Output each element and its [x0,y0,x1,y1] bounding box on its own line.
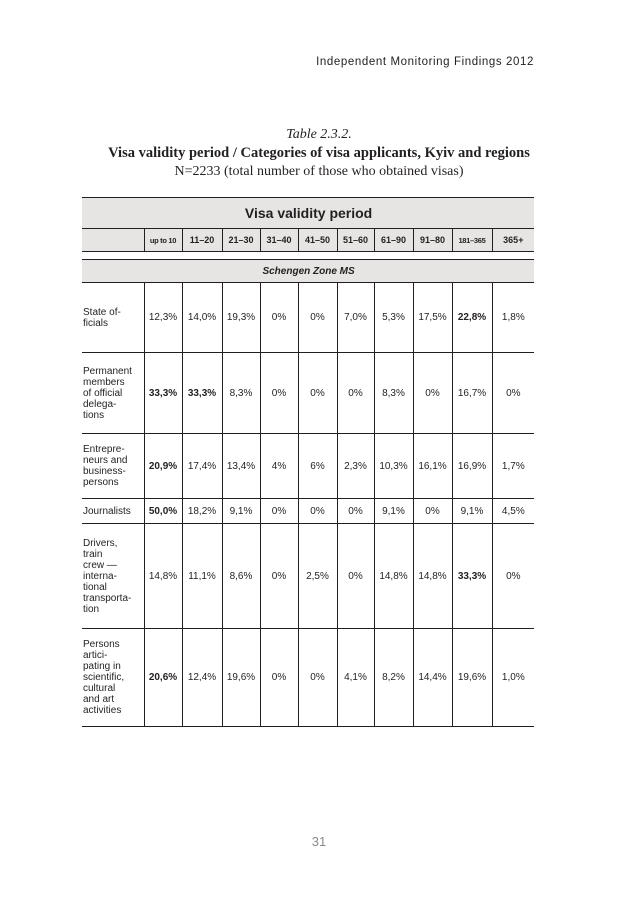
value-cell: 14,0% [182,283,222,353]
group-header: Visa validity period [82,198,534,229]
column-header: 41–50 [298,229,337,252]
value-cell: 6% [298,434,337,499]
value-cell: 9,1% [374,499,413,524]
corner-cell [82,229,144,252]
column-header: 365+ [492,229,534,252]
value-cell: 18,2% [182,499,222,524]
value-cell: 11,1% [182,524,222,629]
value-cell: 0% [492,353,534,434]
table-subtitle: N=2233 (total number of those who obtained visas) [174,164,464,179]
value-cell: 5,3% [374,283,413,353]
value-cell: 17,5% [413,283,452,353]
column-header: 61–90 [374,229,413,252]
value-cell: 14,8% [413,524,452,629]
value-cell: 19,3% [222,283,260,353]
value-cell: 50,0% [144,499,182,524]
value-cell: 1,0% [492,629,534,727]
column-header: 11–20 [182,229,222,252]
table-row [82,524,534,629]
section-label: Schengen Zone MS [82,260,534,283]
column-header: up to 10 [144,229,182,252]
column-header: 91–80 [413,229,452,252]
value-cell: 0% [260,353,298,434]
page-number: 31 [311,834,327,849]
value-cell: 19,6% [452,629,492,727]
value-cell: 9,1% [452,499,492,524]
value-cell: 0% [413,353,452,434]
value-cell: 2,3% [337,434,374,499]
value-cell: 0% [298,499,337,524]
column-header: 181–365 [452,229,492,252]
value-cell: 2,5% [298,524,337,629]
value-cell: 0% [337,524,374,629]
value-cell: 0% [260,283,298,353]
value-cell: 8,2% [374,629,413,727]
value-cell: 1,8% [492,283,534,353]
value-cell: 16,9% [452,434,492,499]
value-cell: 0% [413,499,452,524]
value-cell: 4% [260,434,298,499]
value-cell: 0% [298,353,337,434]
value-cell: 10,3% [374,434,413,499]
value-cell: 12,3% [144,283,182,353]
table-number: Table 2.3.2. [286,127,352,142]
value-cell: 14,8% [374,524,413,629]
category-cell: Persons artici- pating in scientific, cultural and art activities [82,629,144,727]
column-header: 21–30 [222,229,260,252]
table-title: Visa validity period / Categories of visa applicants, Kyiv and regions [108,145,530,161]
column-header-row [82,229,534,252]
category-cell: Entrepre- neurs and business- persons [82,434,144,499]
value-cell: 14,4% [413,629,452,727]
table-row [82,499,534,524]
category-cell: State of- ficials [82,283,144,353]
value-cell: 19,6% [222,629,260,727]
table-row [82,629,534,727]
value-cell: 0% [260,524,298,629]
table-row [82,283,534,353]
value-cell: 0% [337,499,374,524]
value-cell: 7,0% [337,283,374,353]
column-header: 31–40 [260,229,298,252]
value-cell: 4,5% [492,499,534,524]
category-cell: Drivers, train crew — interna- tional transporta- tion [82,524,144,629]
table-row [82,434,534,499]
value-cell: 1,7% [492,434,534,499]
value-cell: 12,4% [182,629,222,727]
value-cell: 0% [492,524,534,629]
value-cell: 13,4% [222,434,260,499]
value-cell: 17,4% [182,434,222,499]
table-row [82,353,534,434]
value-cell: 9,1% [222,499,260,524]
value-cell: 8,6% [222,524,260,629]
value-cell: 8,3% [222,353,260,434]
value-cell: 0% [298,629,337,727]
column-header: 51–60 [337,229,374,252]
value-cell: 0% [298,283,337,353]
value-cell: 20,6% [144,629,182,727]
value-cell: 33,3% [182,353,222,434]
category-cell: Journalists [82,499,144,524]
category-cell: Permanent members of official delega- tions [82,353,144,434]
value-cell: 4,1% [337,629,374,727]
visa-validity-table [82,197,534,727]
group-header-row [82,198,534,229]
value-cell: 33,3% [452,524,492,629]
value-cell: 16,1% [413,434,452,499]
section-row [82,260,534,283]
value-cell: 16,7% [452,353,492,434]
value-cell: 8,3% [374,353,413,434]
value-cell: 20,9% [144,434,182,499]
value-cell: 14,8% [144,524,182,629]
running-header: Independent Monitoring Findings 2012 [316,56,534,68]
value-cell: 0% [260,629,298,727]
spacer-row [82,252,534,260]
value-cell: 0% [337,353,374,434]
value-cell: 22,8% [452,283,492,353]
value-cell: 0% [260,499,298,524]
value-cell: 33,3% [144,353,182,434]
